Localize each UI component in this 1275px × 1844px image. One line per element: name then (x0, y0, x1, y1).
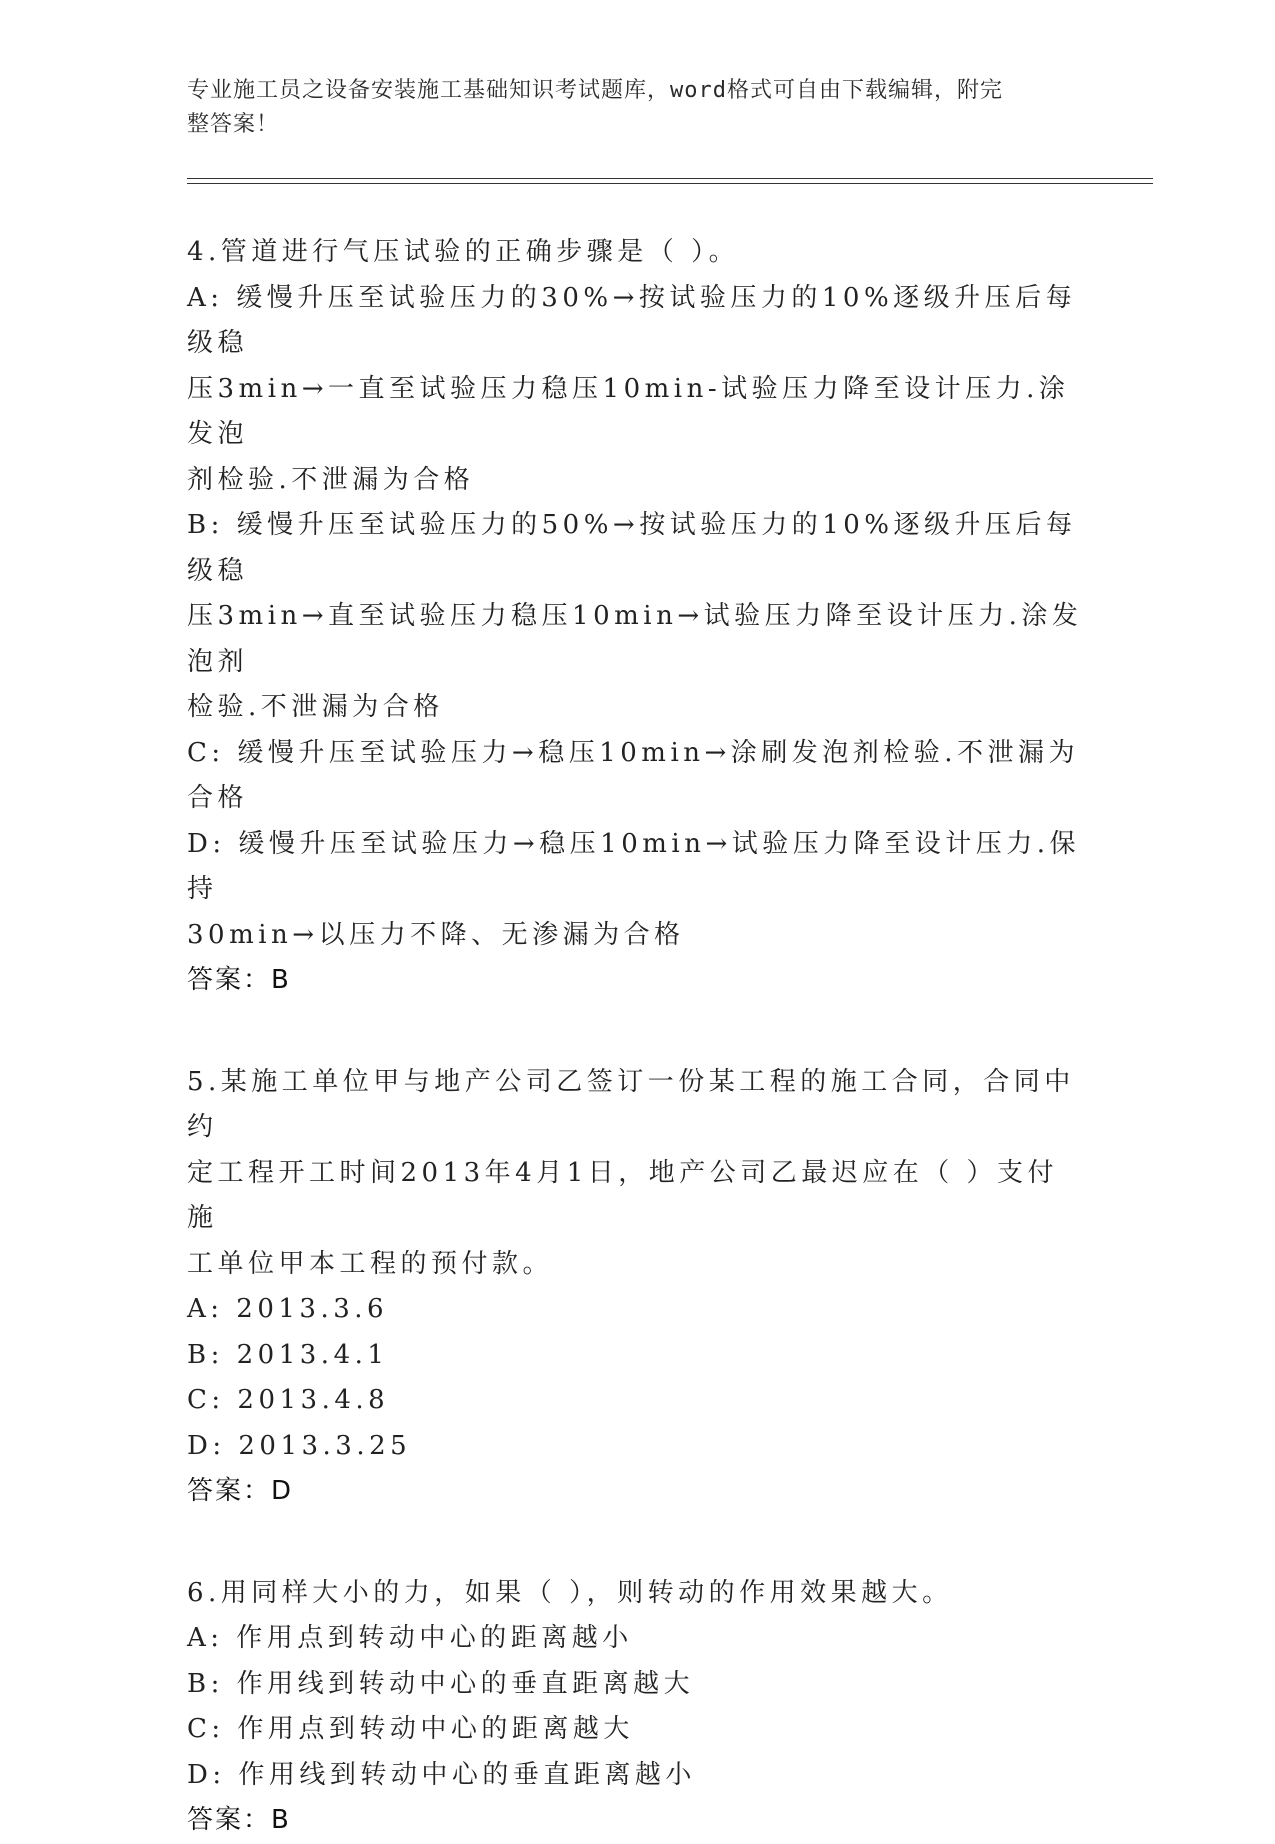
answer: 答案：B (187, 965, 291, 995)
option-b: B: 2013.4.1 (187, 1339, 389, 1370)
option-c: C: 2013.4.8 (187, 1385, 390, 1415)
option-a: A: 缓慢升压至试验压力的30%→按试验压力的10%逐级升压后每级稳 压3min→一直至试验压力稳压10min-试验压力降至设计压力.涂发泡 剂检验.不泄漏为合格 (187, 282, 1077, 495)
spacer (187, 1004, 1087, 1060)
option-d: D: 2013.3.25 (187, 1430, 412, 1461)
question-4 (187, 230, 1087, 1004)
option-d: D: 作用线到转动中心的垂直距离越小 (187, 1759, 696, 1790)
header-rule-top (187, 178, 1153, 179)
header-line-1: 专业施工员之设备安装施工基础知识考试题库，word格式可自由下载编辑，附完 (187, 78, 1003, 103)
option-d: D: 缓慢升压至试验压力→稳压10min→试验压力降至设计压力.保持 30min→以压力不降、无渗漏为合格 (187, 828, 1081, 950)
option-c: C: 作用点到转动中心的距离越大 (187, 1714, 634, 1744)
answer: 答案：D (187, 1476, 294, 1506)
option-b: B: 缓慢升压至试验压力的50%→按试验压力的10%逐级升压后每级稳 压3min→直至试验压力稳压10min→试验压力降至设计压力.涂发泡剂 检验.不泄漏为合格 (187, 510, 1083, 722)
question-stem: 5.某施工单位甲与地产公司乙签订一份某工程的施工合同，合同中约 (187, 1066, 1075, 1142)
question-5 (187, 1060, 1087, 1515)
question-6 (187, 1571, 1087, 1844)
question-stem: 6.用同样大小的力，如果（ ），则转动的作用效果越大。 (187, 1577, 953, 1608)
page-header (187, 74, 1067, 142)
question-list (187, 230, 1087, 1844)
option-c: C: 缓慢升压至试验压力→稳压10min→涂刷发泡剂检验.不泄漏为合格 (187, 737, 1080, 813)
question-stem: 定工程开工时间2013年4月1日，地产公司乙最迟应在（ ）支付施 (187, 1157, 1059, 1233)
header-rule-bottom (187, 183, 1153, 184)
header-line-2: 整答案！ (187, 112, 280, 137)
option-b: B: 作用线到转动中心的垂直距离越大 (187, 1668, 695, 1699)
question-stem: 4.管道进行气压试验的正确步骤是（ ）。 (187, 237, 740, 267)
option-a: A: 作用点到转动中心的距离越小 (187, 1623, 633, 1653)
answer: 答案：B (187, 1805, 291, 1835)
option-a: A: 2013.3.6 (187, 1294, 389, 1324)
spacer (187, 1515, 1087, 1571)
question-stem: 工单位甲本工程的预付款。 (187, 1248, 554, 1279)
